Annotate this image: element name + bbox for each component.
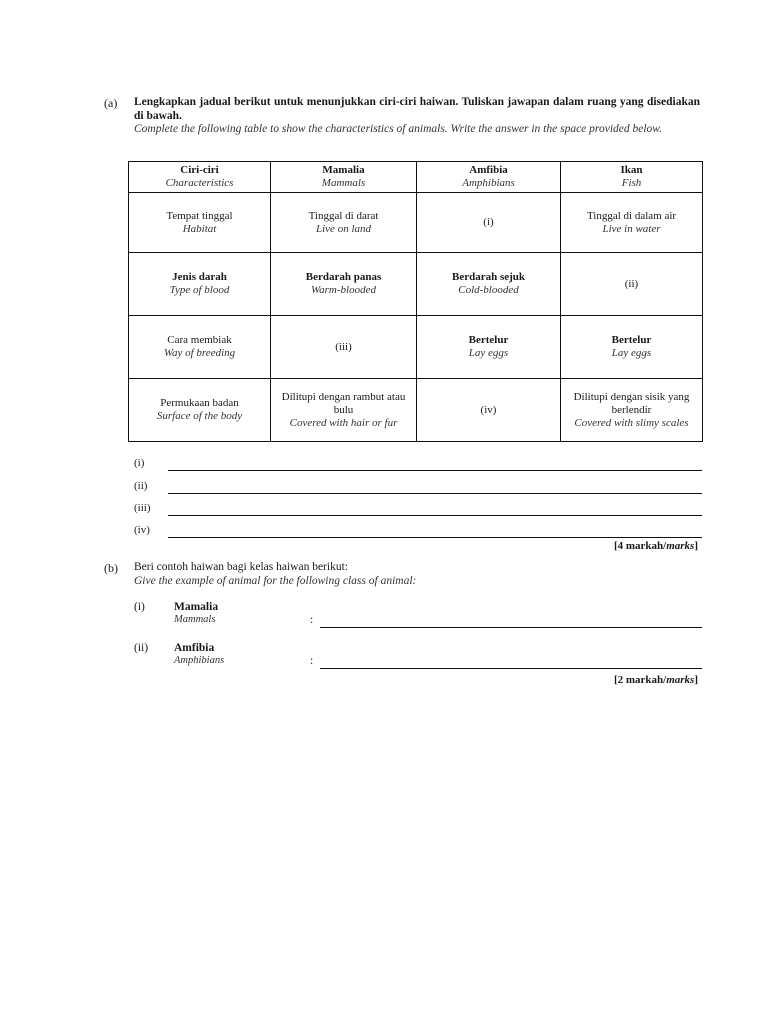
table-row bbox=[129, 379, 703, 442]
answer-line-ii[interactable] bbox=[134, 480, 702, 496]
part-b-item-label: (i) bbox=[134, 601, 145, 613]
answer-line-i[interactable] bbox=[134, 457, 702, 473]
cell-amphibians-breeding: Bertelur Lay eggs bbox=[417, 316, 561, 379]
part-b-instruction-ms: Beri contoh haiwan bagi kelas haiwan berikut: bbox=[134, 561, 348, 573]
part-b-item-colon: : bbox=[310, 655, 314, 667]
characteristics-table bbox=[128, 161, 703, 442]
answer-underline bbox=[168, 470, 702, 471]
part-b-item-colon: : bbox=[310, 614, 314, 626]
answer-label-i: (i) bbox=[134, 457, 145, 469]
cell-amphibians-surface-blank: (iv) bbox=[417, 379, 561, 442]
answer-underline bbox=[168, 515, 702, 516]
cell-mammals-surface: Dilitupi dengan rambut atau bulu Covered with hair or fur bbox=[271, 379, 417, 442]
part-b-instruction bbox=[134, 561, 700, 588]
part-b-item-name: Mamalia bbox=[174, 601, 219, 613]
answer-underline bbox=[168, 537, 702, 538]
answer-line-iv[interactable] bbox=[134, 524, 702, 540]
cell-char-breeding: Cara membiak Way of breeding bbox=[129, 316, 271, 379]
header-mammals: Mamalia Mammals bbox=[271, 162, 417, 193]
answer-label-iii: (iii) bbox=[134, 502, 151, 514]
part-a-instruction-en: Complete the following table to show the characteristics of animals. Write the answer in the space provided below. bbox=[134, 123, 662, 135]
header-fish: Ikan Fish bbox=[561, 162, 703, 193]
answer-line-amphibians[interactable] bbox=[320, 668, 702, 669]
part-b-item-mammals bbox=[134, 601, 702, 633]
part-b-marks: [2 markah/marks] bbox=[613, 674, 698, 686]
cell-char-habitat: Tempat tinggal Habitat bbox=[129, 193, 271, 253]
part-a-marks: [4 markah/marks] bbox=[613, 540, 698, 552]
cell-mammals-breeding-blank: (iii) bbox=[271, 316, 417, 379]
part-b-instruction-en: Give the example of animal for the following class of animal: bbox=[134, 574, 417, 587]
part-b-item-name: Amfibia bbox=[174, 642, 215, 654]
part-a-label: (a) bbox=[104, 96, 118, 110]
header-characteristics: Ciri-ciri Characteristics bbox=[129, 162, 271, 193]
header-amphibians: Amfibia Amphibians bbox=[417, 162, 561, 193]
answer-label-ii: (ii) bbox=[134, 480, 148, 492]
answer-underline bbox=[168, 493, 702, 494]
table-row bbox=[129, 316, 703, 379]
part-b-item-label: (ii) bbox=[134, 642, 149, 654]
part-b-item-name-en: Mammals bbox=[174, 614, 216, 625]
cell-amphibians-habitat-blank: (i) bbox=[417, 193, 561, 253]
answer-line-mammals[interactable] bbox=[320, 627, 702, 628]
part-b-item-amphibians bbox=[134, 642, 702, 674]
part-a-instruction-ms: Lengkapkan jadual berikut untuk menunjukkan ciri-ciri haiwan. Tuliskan jawapan dalam ruang yang disediakan di bawah. bbox=[134, 96, 700, 122]
table-row bbox=[129, 193, 703, 253]
table-header-row bbox=[129, 162, 703, 193]
cell-fish-blood-blank: (ii) bbox=[561, 253, 703, 316]
cell-fish-surface: Dilitupi dengan sisik yang berlendir Covered with slimy scales bbox=[561, 379, 703, 442]
cell-char-surface: Permukaan badan Surface of the body bbox=[129, 379, 271, 442]
cell-fish-breeding: Bertelur Lay eggs bbox=[561, 316, 703, 379]
cell-mammals-habitat: Tinggal di darat Live on land bbox=[271, 193, 417, 253]
cell-mammals-blood: Berdarah panas Warm-blooded bbox=[271, 253, 417, 316]
cell-amphibians-blood: Berdarah sejuk Cold-blooded bbox=[417, 253, 561, 316]
answer-label-iv: (iv) bbox=[134, 524, 150, 536]
part-b-label: (b) bbox=[104, 561, 118, 575]
answer-line-iii[interactable] bbox=[134, 502, 702, 518]
part-a-instruction bbox=[134, 96, 700, 137]
cell-char-blood: Jenis darah Type of blood bbox=[129, 253, 271, 316]
part-b-item-name-en: Amphibians bbox=[174, 655, 225, 666]
cell-fish-habitat: Tinggal di dalam air Live in water bbox=[561, 193, 703, 253]
table-row bbox=[129, 253, 703, 316]
